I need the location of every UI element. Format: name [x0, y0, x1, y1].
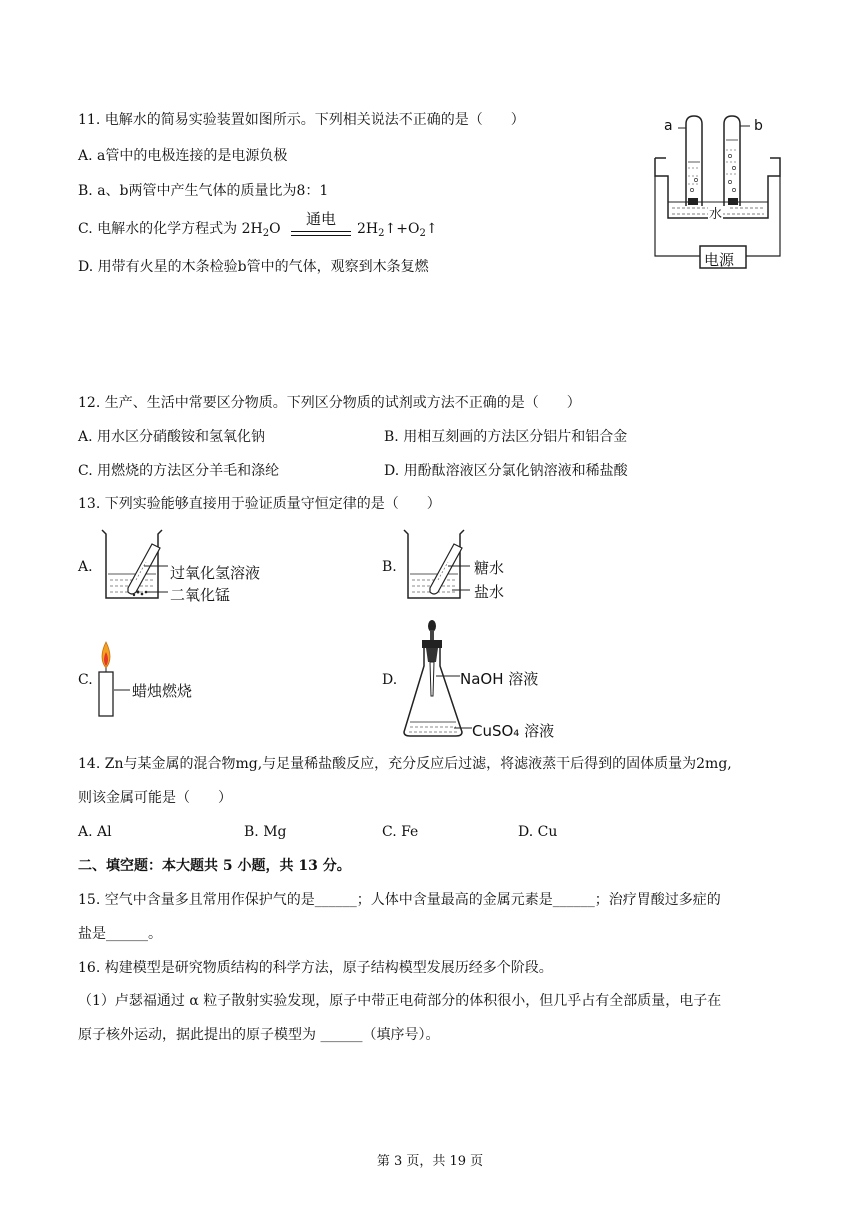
q16-stem: 16. 构建模型是研究物质结构的科学方法，原子结构模型发展历经多个阶段。	[78, 960, 553, 976]
label-salt-water: 盐水	[474, 583, 505, 601]
label-manganese-dioxide: 二氧化锰	[170, 586, 231, 604]
reaction-condition-label: 通电	[305, 210, 336, 228]
q12-option-a: A. 用水区分硝酸铵和氢氧化钠	[78, 429, 266, 445]
q12-option-d: D. 用酚酞溶液区分氯化钠溶液和稀盐酸	[384, 463, 628, 479]
q14-option-c: C. Fe	[382, 824, 419, 840]
q11-stem: 11. 电解水的简易实验装置如图所示。下列相关说法不正确的是（ ）	[78, 112, 525, 128]
q11-c-s2: 2	[378, 228, 385, 239]
label-sugar-water: 糖水	[474, 559, 505, 577]
label-cuso4-solution: CuSO₄ 溶液	[472, 722, 555, 740]
reaction-condition	[291, 210, 351, 239]
q13-option-c-label: C.	[78, 672, 93, 688]
tube-label-a: a	[664, 118, 673, 134]
q11-option-d: D. 用带有火星的木条检验b管中的气体，观察到木条复燃	[78, 259, 429, 275]
q16-part1-line2: 原子核外运动，据此提出的原子模型为 ______（填序号）。	[78, 1027, 440, 1043]
burning-candle-figure	[94, 640, 214, 720]
q13-option-d-label: D.	[382, 672, 398, 688]
beaker-hydrogen-peroxide-figure	[98, 526, 288, 606]
tube-label-b: b	[754, 118, 763, 134]
q15-line1: 15. 空气中含量多且常用作保护气的是______；人体中含量最高的金属元素是______；治疗胃酸过多症的	[78, 892, 721, 908]
q13-option-a-label: A.	[78, 559, 93, 575]
water-label: 水	[708, 203, 723, 222]
page-footer: 第 3 页，共 19 页	[376, 1154, 484, 1169]
q11-option-a: A. a管中的电极连接的是电源负极	[78, 148, 288, 164]
q15-line2: 盐是______。	[78, 926, 162, 942]
q11-c-p2: ↑+O	[384, 221, 420, 237]
label-naoh-solution: NaOH 溶液	[460, 670, 539, 688]
q14-option-a: A. Al	[78, 824, 112, 840]
q13-option-b-label: B.	[382, 559, 397, 575]
section-heading: 二、填空题：本大题共 5 小题，共 13 分。	[78, 858, 351, 874]
q12-option-c: C. 用燃烧的方法区分羊毛和涤纶	[78, 463, 280, 479]
q13-stem: 13. 下列实验能够直接用于验证质量守恒定律的是（ ）	[78, 496, 441, 512]
q16-part1-line1: （1）卢瑟福通过 α 粒子散射实验发现，原子中带正电荷部分的体积很小，但几乎占有全部质量，电子在	[78, 993, 722, 1009]
q14-stem-line1: 14. Zn与某金属的混合物mg,与足量稀盐酸反应，充分反应后过滤，将滤液蒸干后得到的固体质量为2mg,	[78, 756, 732, 772]
label-hydrogen-peroxide: 过氧化氢溶液	[170, 564, 261, 582]
q12-stem: 12. 生产、生活中常要区分物质。下列区分物质的试剂或方法不正确的是（ ）	[78, 395, 581, 411]
q11-c-sub1: 2	[262, 228, 270, 239]
power-source-label: 电源	[704, 251, 735, 269]
q14-option-d: D. Cu	[518, 824, 558, 840]
q14-stem-line2: 则该金属可能是（ ）	[78, 790, 232, 806]
flask-naoh-cuso4-figure	[400, 616, 570, 742]
q11-option-c	[78, 210, 438, 239]
q12-option-b: B. 用相互刻画的方法区分铝片和铝合金	[384, 429, 628, 445]
q11-c-s3: 2	[419, 228, 426, 239]
q14-option-b: B. Mg	[244, 824, 287, 840]
label-candle-burning: 蜡烛燃烧	[132, 682, 193, 700]
q11-c-mid: O	[269, 221, 281, 237]
q11-c-p1: 2H	[357, 221, 379, 237]
q11-option-b: B. a、b两管中产生气体的质量比为8：1	[78, 183, 329, 199]
electrolysis-apparatus-figure	[650, 110, 790, 276]
q11-c-p3: ↑	[425, 221, 438, 237]
beaker-sugar-salt-figure	[400, 526, 540, 606]
q11-c-prefix: C. 电解水的化学方程式为 2H	[78, 221, 263, 237]
